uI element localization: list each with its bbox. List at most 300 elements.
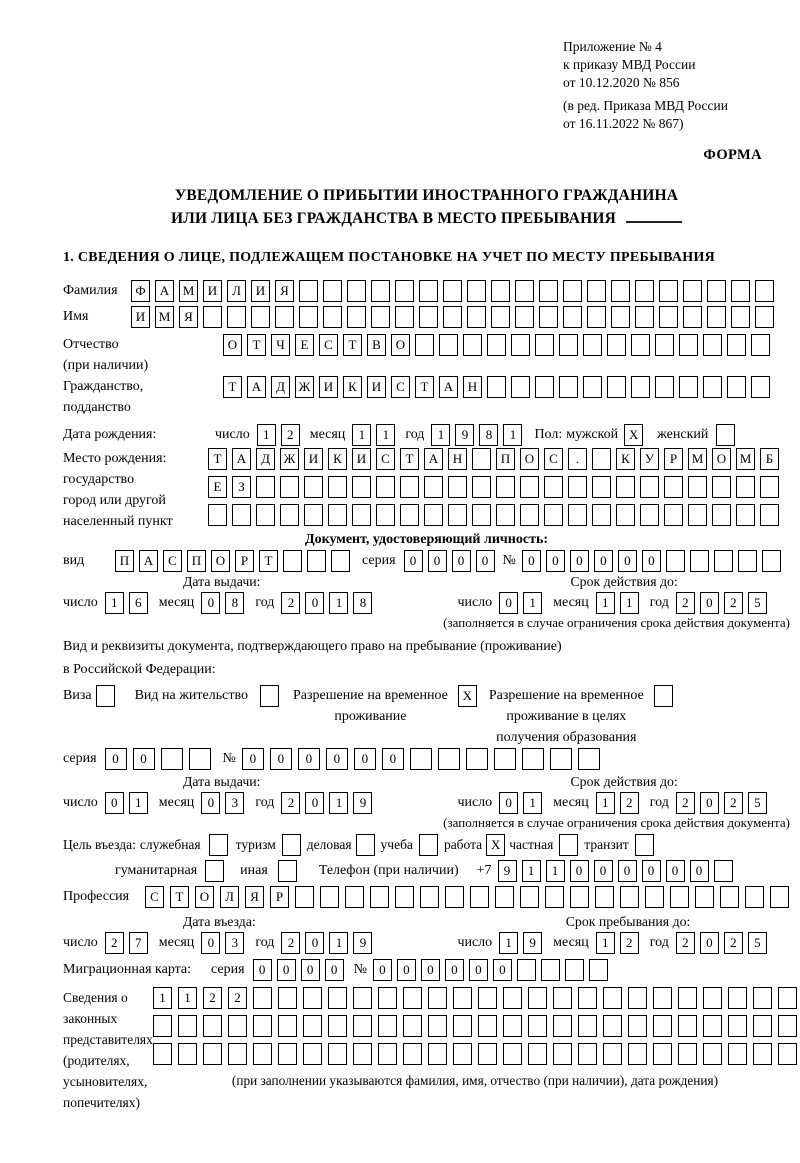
char-cell[interactable] xyxy=(443,306,462,328)
char-cell[interactable] xyxy=(472,448,491,470)
char-cell[interactable] xyxy=(208,504,227,526)
char-cell[interactable]: 0 xyxy=(421,959,440,981)
char-cell[interactable]: 0 xyxy=(469,959,488,981)
char-cell[interactable] xyxy=(320,886,339,908)
char-cell[interactable]: 8 xyxy=(353,592,372,614)
char-cell[interactable]: 0 xyxy=(570,860,589,882)
char-cell[interactable] xyxy=(278,987,297,1009)
char-cell[interactable] xyxy=(778,1015,797,1037)
char-cell[interactable] xyxy=(595,886,614,908)
char-cell[interactable] xyxy=(203,1043,222,1065)
char-cell[interactable] xyxy=(578,1015,597,1037)
char-cell[interactable] xyxy=(522,748,544,770)
char-cell[interactable] xyxy=(282,834,301,856)
char-cell[interactable]: 1 xyxy=(503,424,522,446)
char-cell[interactable]: 3 xyxy=(225,932,244,954)
char-cell[interactable] xyxy=(731,306,750,328)
char-cell[interactable] xyxy=(209,834,228,856)
char-cell[interactable]: О xyxy=(520,448,539,470)
char-cell[interactable] xyxy=(517,959,536,981)
char-cell[interactable]: С xyxy=(376,448,395,470)
char-cell[interactable]: Т xyxy=(170,886,189,908)
char-cell[interactable] xyxy=(753,1015,772,1037)
char-cell[interactable]: К xyxy=(616,448,635,470)
char-cell[interactable]: О xyxy=(211,550,230,572)
char-cell[interactable] xyxy=(328,504,347,526)
char-cell[interactable] xyxy=(714,860,733,882)
char-cell[interactable]: 0 xyxy=(326,748,348,770)
char-cell[interactable] xyxy=(278,860,297,882)
char-cell[interactable] xyxy=(232,504,251,526)
char-cell[interactable]: 1 xyxy=(522,860,541,882)
char-cell[interactable] xyxy=(592,448,611,470)
char-cell[interactable]: 0 xyxy=(105,792,124,814)
char-cell[interactable] xyxy=(592,504,611,526)
char-cell[interactable]: 2 xyxy=(620,792,639,814)
char-cell[interactable] xyxy=(736,476,755,498)
char-cell[interactable]: 1 xyxy=(329,932,348,954)
char-cell[interactable] xyxy=(428,1043,447,1065)
char-cell[interactable] xyxy=(96,685,115,707)
char-cell[interactable] xyxy=(419,306,438,328)
char-cell[interactable]: 5 xyxy=(748,592,767,614)
char-cell[interactable] xyxy=(491,306,510,328)
char-cell[interactable]: 0 xyxy=(404,550,423,572)
char-cell[interactable]: Н xyxy=(448,448,467,470)
char-cell[interactable] xyxy=(304,476,323,498)
char-cell[interactable]: Б xyxy=(760,448,779,470)
char-cell[interactable]: 0 xyxy=(642,550,661,572)
char-cell[interactable]: Т xyxy=(223,376,242,398)
char-cell[interactable]: 0 xyxy=(305,932,324,954)
char-cell[interactable] xyxy=(545,886,564,908)
char-cell[interactable]: 0 xyxy=(618,860,637,882)
char-cell[interactable]: Е xyxy=(208,476,227,498)
char-cell[interactable] xyxy=(403,1043,422,1065)
char-cell[interactable] xyxy=(679,334,698,356)
char-cell[interactable] xyxy=(770,886,789,908)
char-cell[interactable]: 1 xyxy=(352,424,371,446)
char-cell[interactable]: 0 xyxy=(445,959,464,981)
char-cell[interactable]: 0 xyxy=(522,550,541,572)
char-cell[interactable]: 1 xyxy=(329,592,348,614)
char-cell[interactable] xyxy=(328,987,347,1009)
char-cell[interactable] xyxy=(328,476,347,498)
char-cell[interactable] xyxy=(707,306,726,328)
char-cell[interactable] xyxy=(690,550,709,572)
char-cell[interactable] xyxy=(553,987,572,1009)
char-cell[interactable]: Т xyxy=(400,448,419,470)
char-cell[interactable] xyxy=(688,476,707,498)
char-cell[interactable] xyxy=(666,550,685,572)
char-cell[interactable] xyxy=(303,1015,322,1037)
char-cell[interactable] xyxy=(420,886,439,908)
char-cell[interactable] xyxy=(703,1015,722,1037)
char-cell[interactable] xyxy=(443,280,462,302)
char-cell[interactable] xyxy=(528,1015,547,1037)
char-cell[interactable]: 2 xyxy=(105,932,124,954)
char-cell[interactable] xyxy=(678,1043,697,1065)
char-cell[interactable] xyxy=(559,834,578,856)
char-cell[interactable] xyxy=(635,306,654,328)
char-cell[interactable]: 0 xyxy=(700,932,719,954)
char-cell[interactable]: 0 xyxy=(666,860,685,882)
char-cell[interactable] xyxy=(568,504,587,526)
char-cell[interactable]: . xyxy=(568,448,587,470)
char-cell[interactable]: Я xyxy=(245,886,264,908)
char-cell[interactable]: 0 xyxy=(700,792,719,814)
char-cell[interactable] xyxy=(528,1043,547,1065)
char-cell[interactable] xyxy=(553,1015,572,1037)
char-cell[interactable] xyxy=(515,306,534,328)
char-cell[interactable]: 0 xyxy=(305,792,324,814)
char-cell[interactable]: О xyxy=(223,334,242,356)
char-cell[interactable] xyxy=(707,280,726,302)
char-cell[interactable] xyxy=(478,987,497,1009)
char-cell[interactable]: Т xyxy=(208,448,227,470)
char-cell[interactable] xyxy=(607,334,626,356)
char-cell[interactable] xyxy=(415,334,434,356)
char-cell[interactable] xyxy=(467,280,486,302)
char-cell[interactable] xyxy=(635,280,654,302)
char-cell[interactable] xyxy=(496,476,515,498)
char-cell[interactable] xyxy=(583,334,602,356)
char-cell[interactable]: З xyxy=(232,476,251,498)
char-cell[interactable] xyxy=(592,476,611,498)
char-cell[interactable] xyxy=(487,334,506,356)
char-cell[interactable] xyxy=(203,1015,222,1037)
char-cell[interactable] xyxy=(620,886,639,908)
char-cell[interactable]: 0 xyxy=(476,550,495,572)
char-cell[interactable] xyxy=(228,1043,247,1065)
char-cell[interactable] xyxy=(153,1043,172,1065)
char-cell[interactable]: 0 xyxy=(301,959,320,981)
char-cell[interactable] xyxy=(653,1015,672,1037)
char-cell[interactable] xyxy=(755,306,774,328)
char-cell[interactable] xyxy=(503,1015,522,1037)
char-cell[interactable] xyxy=(559,334,578,356)
char-cell[interactable]: X xyxy=(624,424,643,446)
char-cell[interactable] xyxy=(583,376,602,398)
char-cell[interactable]: 8 xyxy=(479,424,498,446)
char-cell[interactable]: 2 xyxy=(724,592,743,614)
char-cell[interactable] xyxy=(778,1043,797,1065)
char-cell[interactable] xyxy=(678,1015,697,1037)
char-cell[interactable] xyxy=(395,306,414,328)
char-cell[interactable]: 2 xyxy=(228,987,247,1009)
char-cell[interactable] xyxy=(253,987,272,1009)
char-cell[interactable] xyxy=(688,504,707,526)
char-cell[interactable]: И xyxy=(304,448,323,470)
char-cell[interactable] xyxy=(352,476,371,498)
char-cell[interactable] xyxy=(664,476,683,498)
char-cell[interactable] xyxy=(703,987,722,1009)
char-cell[interactable]: А xyxy=(139,550,158,572)
char-cell[interactable]: 0 xyxy=(133,748,155,770)
char-cell[interactable]: 1 xyxy=(499,932,518,954)
char-cell[interactable] xyxy=(376,504,395,526)
char-cell[interactable] xyxy=(178,1015,197,1037)
char-cell[interactable] xyxy=(403,987,422,1009)
char-cell[interactable] xyxy=(628,1043,647,1065)
char-cell[interactable] xyxy=(616,504,635,526)
char-cell[interactable]: 2 xyxy=(203,987,222,1009)
char-cell[interactable] xyxy=(370,886,389,908)
char-cell[interactable]: 0 xyxy=(642,860,661,882)
char-cell[interactable]: С xyxy=(544,448,563,470)
char-cell[interactable] xyxy=(280,476,299,498)
char-cell[interactable]: 0 xyxy=(201,932,220,954)
char-cell[interactable]: 0 xyxy=(105,748,127,770)
char-cell[interactable] xyxy=(535,334,554,356)
char-cell[interactable]: 1 xyxy=(620,592,639,614)
char-cell[interactable]: 2 xyxy=(281,792,300,814)
char-cell[interactable]: 0 xyxy=(499,792,518,814)
char-cell[interactable] xyxy=(728,1015,747,1037)
char-cell[interactable]: Я xyxy=(275,280,294,302)
char-cell[interactable] xyxy=(520,504,539,526)
char-cell[interactable]: 5 xyxy=(748,932,767,954)
char-cell[interactable] xyxy=(568,476,587,498)
char-cell[interactable]: 3 xyxy=(225,792,244,814)
char-cell[interactable]: Т xyxy=(259,550,278,572)
char-cell[interactable] xyxy=(428,987,447,1009)
char-cell[interactable] xyxy=(628,1015,647,1037)
char-cell[interactable]: Р xyxy=(270,886,289,908)
char-cell[interactable] xyxy=(511,334,530,356)
char-cell[interactable]: Ч xyxy=(271,334,290,356)
char-cell[interactable] xyxy=(378,1043,397,1065)
char-cell[interactable]: 1 xyxy=(257,424,276,446)
char-cell[interactable] xyxy=(161,748,183,770)
char-cell[interactable] xyxy=(607,376,626,398)
char-cell[interactable]: Е xyxy=(295,334,314,356)
char-cell[interactable] xyxy=(472,504,491,526)
char-cell[interactable] xyxy=(487,376,506,398)
char-cell[interactable] xyxy=(635,834,654,856)
char-cell[interactable] xyxy=(376,476,395,498)
char-cell[interactable] xyxy=(253,1043,272,1065)
char-cell[interactable]: С xyxy=(163,550,182,572)
char-cell[interactable] xyxy=(535,376,554,398)
char-cell[interactable]: 0 xyxy=(325,959,344,981)
char-cell[interactable] xyxy=(655,376,674,398)
char-cell[interactable] xyxy=(762,550,781,572)
char-cell[interactable]: В xyxy=(367,334,386,356)
char-cell[interactable]: Т xyxy=(247,334,266,356)
char-cell[interactable] xyxy=(410,748,432,770)
char-cell[interactable]: О xyxy=(712,448,731,470)
char-cell[interactable] xyxy=(467,306,486,328)
char-cell[interactable]: 2 xyxy=(676,932,695,954)
char-cell[interactable]: 2 xyxy=(724,932,743,954)
char-cell[interactable] xyxy=(611,280,630,302)
char-cell[interactable] xyxy=(578,748,600,770)
char-cell[interactable]: 1 xyxy=(431,424,450,446)
char-cell[interactable] xyxy=(470,886,489,908)
char-cell[interactable] xyxy=(347,280,366,302)
char-cell[interactable]: 0 xyxy=(690,860,709,882)
char-cell[interactable] xyxy=(587,280,606,302)
char-cell[interactable]: А xyxy=(439,376,458,398)
char-cell[interactable] xyxy=(611,306,630,328)
char-cell[interactable]: 5 xyxy=(748,792,767,814)
char-cell[interactable]: Ж xyxy=(280,448,299,470)
char-cell[interactable] xyxy=(616,476,635,498)
char-cell[interactable]: 1 xyxy=(523,592,542,614)
char-cell[interactable]: И xyxy=(352,448,371,470)
char-cell[interactable] xyxy=(424,476,443,498)
char-cell[interactable]: 0 xyxy=(594,550,613,572)
char-cell[interactable] xyxy=(205,860,224,882)
char-cell[interactable] xyxy=(356,834,375,856)
char-cell[interactable]: 1 xyxy=(129,792,148,814)
char-cell[interactable] xyxy=(439,334,458,356)
char-cell[interactable] xyxy=(419,834,438,856)
char-cell[interactable] xyxy=(378,987,397,1009)
char-cell[interactable]: 0 xyxy=(397,959,416,981)
char-cell[interactable] xyxy=(683,306,702,328)
char-cell[interactable] xyxy=(603,1043,622,1065)
char-cell[interactable]: 2 xyxy=(724,792,743,814)
char-cell[interactable] xyxy=(280,504,299,526)
char-cell[interactable]: 2 xyxy=(620,932,639,954)
char-cell[interactable] xyxy=(645,886,664,908)
char-cell[interactable] xyxy=(712,476,731,498)
char-cell[interactable]: Т xyxy=(415,376,434,398)
char-cell[interactable] xyxy=(703,334,722,356)
char-cell[interactable] xyxy=(378,1015,397,1037)
char-cell[interactable] xyxy=(760,504,779,526)
char-cell[interactable] xyxy=(323,280,342,302)
char-cell[interactable] xyxy=(299,306,318,328)
char-cell[interactable] xyxy=(679,376,698,398)
char-cell[interactable]: Д xyxy=(256,448,275,470)
char-cell[interactable] xyxy=(153,1015,172,1037)
char-cell[interactable] xyxy=(303,1043,322,1065)
char-cell[interactable]: 1 xyxy=(105,592,124,614)
char-cell[interactable]: 0 xyxy=(499,592,518,614)
char-cell[interactable]: X xyxy=(458,685,477,707)
char-cell[interactable]: Ж xyxy=(295,376,314,398)
char-cell[interactable]: К xyxy=(343,376,362,398)
char-cell[interactable] xyxy=(400,504,419,526)
char-cell[interactable] xyxy=(448,476,467,498)
char-cell[interactable]: 1 xyxy=(376,424,395,446)
char-cell[interactable] xyxy=(703,376,722,398)
char-cell[interactable] xyxy=(345,886,364,908)
char-cell[interactable] xyxy=(695,886,714,908)
char-cell[interactable] xyxy=(299,280,318,302)
char-cell[interactable] xyxy=(589,959,608,981)
char-cell[interactable] xyxy=(448,504,467,526)
char-cell[interactable] xyxy=(731,280,750,302)
char-cell[interactable]: А xyxy=(424,448,443,470)
char-cell[interactable]: 0 xyxy=(452,550,471,572)
char-cell[interactable]: 1 xyxy=(596,792,615,814)
char-cell[interactable]: К xyxy=(328,448,347,470)
char-cell[interactable]: 0 xyxy=(373,959,392,981)
char-cell[interactable]: И xyxy=(367,376,386,398)
char-cell[interactable]: С xyxy=(391,376,410,398)
char-cell[interactable]: 0 xyxy=(493,959,512,981)
char-cell[interactable] xyxy=(453,1043,472,1065)
char-cell[interactable] xyxy=(578,987,597,1009)
char-cell[interactable] xyxy=(445,886,464,908)
char-cell[interactable]: Н xyxy=(463,376,482,398)
char-cell[interactable]: 0 xyxy=(354,748,376,770)
char-cell[interactable] xyxy=(778,987,797,1009)
char-cell[interactable] xyxy=(544,476,563,498)
char-cell[interactable] xyxy=(203,306,222,328)
char-cell[interactable]: Р xyxy=(235,550,254,572)
char-cell[interactable] xyxy=(544,504,563,526)
char-cell[interactable] xyxy=(745,886,764,908)
char-cell[interactable] xyxy=(278,1043,297,1065)
char-cell[interactable]: 9 xyxy=(353,932,372,954)
char-cell[interactable] xyxy=(755,280,774,302)
char-cell[interactable] xyxy=(653,987,672,1009)
char-cell[interactable] xyxy=(550,748,572,770)
char-cell[interactable]: 0 xyxy=(277,959,296,981)
char-cell[interactable] xyxy=(727,376,746,398)
char-cell[interactable]: 0 xyxy=(382,748,404,770)
char-cell[interactable] xyxy=(347,306,366,328)
char-cell[interactable] xyxy=(640,476,659,498)
char-cell[interactable] xyxy=(716,424,735,446)
char-cell[interactable] xyxy=(395,280,414,302)
char-cell[interactable] xyxy=(712,504,731,526)
char-cell[interactable]: 1 xyxy=(153,987,172,1009)
char-cell[interactable] xyxy=(400,476,419,498)
char-cell[interactable] xyxy=(751,334,770,356)
char-cell[interactable] xyxy=(353,1043,372,1065)
char-cell[interactable]: 2 xyxy=(676,792,695,814)
char-cell[interactable] xyxy=(251,306,270,328)
char-cell[interactable] xyxy=(275,306,294,328)
char-cell[interactable] xyxy=(539,306,558,328)
char-cell[interactable] xyxy=(659,306,678,328)
char-cell[interactable] xyxy=(419,280,438,302)
char-cell[interactable]: М xyxy=(179,280,198,302)
char-cell[interactable]: 0 xyxy=(242,748,264,770)
char-cell[interactable] xyxy=(260,685,279,707)
char-cell[interactable] xyxy=(654,685,673,707)
char-cell[interactable] xyxy=(539,280,558,302)
char-cell[interactable]: А xyxy=(247,376,266,398)
char-cell[interactable]: 0 xyxy=(700,592,719,614)
char-cell[interactable] xyxy=(670,886,689,908)
char-cell[interactable]: С xyxy=(145,886,164,908)
char-cell[interactable] xyxy=(295,886,314,908)
char-cell[interactable] xyxy=(283,550,302,572)
char-cell[interactable]: 9 xyxy=(498,860,517,882)
char-cell[interactable]: Р xyxy=(664,448,683,470)
char-cell[interactable]: 0 xyxy=(428,550,447,572)
char-cell[interactable]: 9 xyxy=(455,424,474,446)
char-cell[interactable] xyxy=(491,280,510,302)
char-cell[interactable]: 1 xyxy=(546,860,565,882)
char-cell[interactable] xyxy=(751,376,770,398)
char-cell[interactable] xyxy=(728,1043,747,1065)
char-cell[interactable]: 0 xyxy=(201,592,220,614)
char-cell[interactable] xyxy=(352,504,371,526)
char-cell[interactable] xyxy=(683,280,702,302)
char-cell[interactable] xyxy=(353,987,372,1009)
char-cell[interactable] xyxy=(720,886,739,908)
char-cell[interactable]: 1 xyxy=(523,792,542,814)
char-cell[interactable] xyxy=(631,376,650,398)
